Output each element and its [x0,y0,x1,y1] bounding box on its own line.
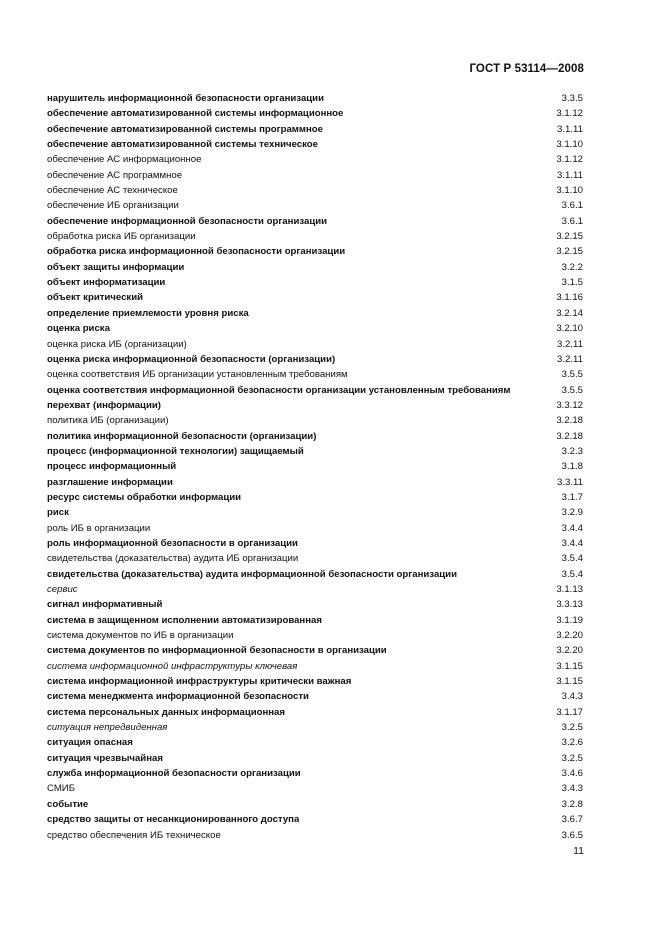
index-entry [47,413,583,428]
index-term: ситуация чрезвычайная [47,752,163,764]
index-entry [47,505,583,520]
index-term: обработка риска ИБ организации [47,231,196,243]
index-term: система документов по информационной безопасности в организации [47,645,387,657]
index-entry [47,198,583,213]
index-term: оценка соответствия информационной безопасности организации установленным требованиям [47,384,511,396]
index-entry [47,475,583,490]
index-entry [47,444,583,459]
index-reference: 3.1.16 [556,292,583,304]
index-reference: 3.4.4 [561,537,583,549]
index-reference: 3.6.5 [561,829,583,841]
index-reference: 3.6.7 [561,814,583,826]
index-reference: 3.3.13 [556,599,583,611]
index-entry [47,306,583,321]
index-reference: 3.2.18 [556,415,583,427]
index-reference: 3.2.15 [556,246,583,258]
index-entry [47,628,583,643]
index-term: оценка соответствия ИБ организации установленным требованиям [47,369,348,381]
index-entry [47,383,583,398]
index-reference: 3.5.4 [561,568,583,580]
index-entry [47,705,583,720]
index-entry [47,214,583,229]
index-reference: 3.1.10 [556,139,583,151]
index-entry [47,290,583,305]
index-reference: 3.6.1 [561,200,583,212]
index-term: система в защищенном исполнении автоматизированная [47,614,322,626]
index-term: обеспечение автоматизированной системы программное [47,123,323,135]
index-entry [47,152,583,167]
index-entry [47,367,583,382]
index-reference: 3.2.5 [561,752,583,764]
index-entry [47,337,583,352]
index-entry [47,689,583,704]
index-reference: 3.4.6 [561,768,583,780]
index-term: обеспечение информационной безопасности организации [47,215,328,227]
index-term: система информационной инфраструктуры критически важная [47,676,352,688]
index-term: свидетельства (доказательства) аудита информационной безопасности организации [47,568,457,580]
index-term: политика ИБ (организации) [47,415,169,427]
index-entry [47,183,583,198]
index-term: процесс информационный [47,461,177,473]
index-entry [47,229,583,244]
index-entry [47,137,583,152]
index-term: оценка риска информационной безопасности (организации) [47,353,336,365]
index-reference: 3.5.5 [561,369,583,381]
index-reference: 3.1.19 [556,614,583,626]
index-term: система документов по ИБ в организации [47,630,234,642]
index-reference: 3.4.3 [561,783,583,795]
index-entry [47,536,583,551]
index-reference: 3.4.3 [561,691,583,703]
index-reference: 3.1.13 [556,584,583,595]
index-entry [47,459,583,474]
index-reference: 3.1.5 [561,277,583,289]
index-entry [47,567,583,582]
index-reference: 3.2.8 [561,798,583,810]
index-reference: 3.1.11 [557,123,583,135]
index-entry [47,674,583,689]
index-term: объект защиты информации [47,261,185,273]
index-term: ситуация непредвиденная [47,722,168,734]
index-term: обеспечение АС техническое [47,185,178,197]
index-term: ресурс системы обработки информации [47,491,242,503]
index-reference: 3.2.14 [556,307,583,319]
index-entry [47,106,583,121]
index-term: процесс (информационной технологии) защищаемый [47,445,304,457]
index-entry [47,582,583,597]
index-reference: 3.3.12 [556,399,583,411]
index-term: роль информационной безопасности в организации [47,537,298,549]
index-reference: 3.1.12 [556,154,583,166]
index-term: обеспечение автоматизированной системы техническое [47,139,318,151]
index-term: риск [47,507,69,519]
index-reference: 3.2.5 [561,722,583,734]
page-number: 11 [573,845,584,857]
index-reference: 3.2.11 [557,338,583,350]
index-term: объект критический [47,292,144,304]
index-reference: 3.1.10 [556,185,583,197]
index-entry [47,398,583,413]
index-reference: 3.5.4 [561,553,583,565]
index-entry [47,321,583,336]
index-term: ситуация опасная [47,737,133,749]
index-reference: 3.3.5 [561,93,583,104]
index-entry [47,429,583,444]
index-entry [47,168,583,183]
index-term: оценка риска [47,323,110,335]
index-reference: 3.2.10 [556,323,583,335]
index-term: обеспечение АС информационное [47,154,202,166]
index-entry [47,766,583,781]
index-term: политика информационной безопасности (организации) [47,430,317,442]
index-term: перехват (информации) [47,399,161,411]
index-reference: 3.6.1 [561,215,583,227]
index-term: определение приемлемости уровня риска [47,307,249,319]
index-entry [47,613,583,628]
index-entry [47,244,583,259]
index-term: обеспечение АС программное [47,169,183,181]
document-header: ГОСТ Р 53114—2008 [469,63,584,75]
index-entry [47,781,583,796]
index-entry [47,828,583,843]
index-reference: 3.1.11 [557,169,583,181]
index-term: система персональных данных информационная [47,706,285,718]
index-entry [47,597,583,612]
index-entry [47,643,583,658]
index-term: служба информационной безопасности организации [47,768,301,780]
index-entry [47,812,583,827]
index-entry [47,720,583,735]
index-reference: 3.3.11 [557,476,583,488]
index-entry [47,91,583,106]
index-term: система информационной инфраструктуры ключевая [47,660,298,672]
index-entry [47,521,583,536]
index-entry [47,260,583,275]
index-term: система менеджмента информационной безопасности [47,691,309,703]
index-term: СМИБ [47,783,76,795]
index-entry [47,797,583,812]
index-reference: 3.2.9 [561,507,583,519]
index-term: свидетельства (доказательства) аудита ИБ организации [47,553,299,565]
index-term: оценка риска ИБ (организации) [47,338,187,350]
index-reference: 3.2.6 [561,737,583,749]
index-reference: 3.4.4 [561,522,583,534]
term-index [47,91,583,843]
index-entry [47,751,583,766]
index-term: роль ИБ в организации [47,522,151,534]
index-reference: 3.1.17 [556,706,583,718]
index-entry [47,275,583,290]
index-entry [47,659,583,674]
index-term: событие [47,798,89,810]
index-entry [47,122,583,137]
index-term: средство обеспечения ИБ техническое [47,829,221,841]
index-reference: 3.2.15 [556,231,583,243]
index-reference: 3.2.11 [557,353,583,365]
index-term: средство защиты от несанкционированного доступа [47,814,300,826]
index-entry [47,352,583,367]
index-entry [47,551,583,566]
index-reference: 3.1.12 [556,108,583,120]
index-term: сигнал информативный [47,599,163,611]
index-reference: 3.5.5 [561,384,583,396]
index-entry [47,735,583,750]
index-reference: 3.1.15 [556,660,583,672]
index-reference: 3.2.3 [561,445,583,457]
index-reference: 3.2.18 [556,430,583,442]
index-entry [47,490,583,505]
index-term: нарушитель информационной безопасности организации [47,93,324,104]
index-term: обеспечение автоматизированной системы информационное [47,108,344,120]
index-term: сервис [47,584,78,595]
index-term: обеспечение ИБ организации [47,200,179,212]
index-reference: 3.1.8 [561,461,583,473]
index-reference: 3.2.2 [561,261,583,273]
index-term: объект информатизации [47,277,166,289]
index-reference: 3.2.20 [556,630,583,642]
index-reference: 3.1.15 [556,676,583,688]
index-reference: 3.2.20 [556,645,583,657]
index-reference: 3.1.7 [561,491,583,503]
index-term: разглашение информации [47,476,173,488]
index-term: обработка риска информационной безопасности организации [47,246,346,258]
